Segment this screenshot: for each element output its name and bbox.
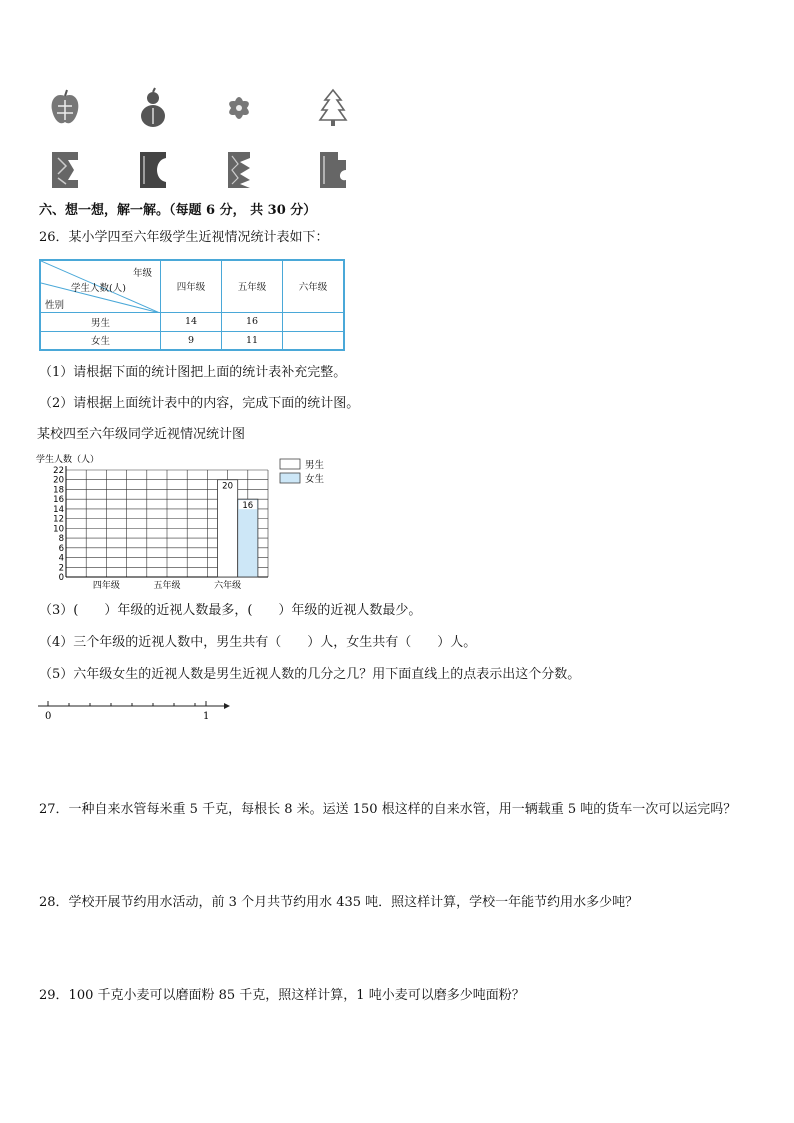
- q29: 29．100 千克小麦可以磨面粉 85 千克，照这样计算，1 吨小麦可以磨多少吨面粉？: [39, 988, 525, 1003]
- legend-label: 女生: [305, 474, 325, 485]
- table-row: [40, 331, 344, 350]
- q26-sub5: （5）六年级女生的近视人数是男生近视人数的几分之几？用下面直线上的点表示出这个分数。: [39, 667, 581, 682]
- bar-boys: [218, 480, 238, 577]
- table-cell: 16: [222, 312, 283, 331]
- chart-title: 某校四至六年级同学近视情况统计图: [37, 427, 246, 442]
- row-label: 男生: [40, 312, 161, 331]
- bar-chart: [30, 452, 350, 594]
- table-corner-cell: [40, 260, 161, 312]
- y-tick-label: 16: [53, 495, 64, 506]
- y-tick-label: 10: [53, 524, 64, 535]
- q26-sub4: （4）三个年级的近视人数中，男生共有（ ）人，女生共有（ ）人。: [39, 635, 477, 650]
- section-title: 六、想一想，解一解。（每题 6 分， 共 30 分）: [39, 203, 317, 218]
- y-tick-label: 14: [53, 504, 64, 515]
- data-label: 16: [242, 501, 254, 512]
- data-label: 20: [222, 481, 234, 492]
- table-cell[interactable]: [283, 331, 345, 350]
- cut-paper-2-icon: [136, 148, 170, 192]
- column-header: 五年级: [222, 260, 283, 312]
- y-tick-label: 12: [53, 514, 64, 525]
- table-cell: 11: [222, 331, 283, 350]
- q28: 28．学校开展节约用水活动，前 3 个月共节约用水 435 吨．照这样计算，学校一年能节约用水多少吨？: [39, 895, 639, 910]
- y-tick-label: 2: [58, 563, 64, 574]
- y-tick-label: 22: [53, 466, 64, 476]
- y-tick-label: 0: [58, 573, 64, 583]
- legend-swatch: [280, 459, 300, 469]
- table-cell: 14: [161, 312, 222, 331]
- flower-icon: [222, 86, 256, 130]
- pine-tree-icon: [316, 86, 350, 130]
- y-tick-label: 20: [53, 475, 64, 486]
- legend-swatch: [280, 473, 300, 483]
- corner-count-label: 学生人数(人): [71, 283, 126, 294]
- q26-sub3: （3）( ）年级的近视人数最多，( ）年级的近视人数最少。: [39, 603, 422, 618]
- numberline-start-label: 0: [45, 711, 52, 722]
- corner-gender-label: 性别: [45, 300, 65, 311]
- table-row: [40, 312, 344, 331]
- column-header: 六年级: [283, 260, 345, 312]
- y-tick-label: 8: [58, 534, 64, 545]
- stats-table: [39, 259, 345, 351]
- column-header: 四年级: [161, 260, 222, 312]
- q26-sub1: （1）请根据下面的统计图把上面的统计表补充完整。: [39, 365, 347, 380]
- number-line[interactable]: [36, 698, 232, 722]
- q26-stem: 26．某小学四至六年级学生近视情况统计表如下：: [39, 230, 329, 245]
- y-tick-label: 18: [53, 485, 64, 496]
- cut-paper-3-icon: [222, 148, 256, 192]
- y-tick-label: 6: [58, 543, 64, 554]
- q27: 27．一种自来水管每米重 5 千克，每根长 8 米。运送 150 根这样的自来水管，用一辆载重 5 吨的货车一次可以运完吗？: [39, 802, 737, 817]
- apple-icon: [48, 86, 82, 130]
- legend-label: 男生: [305, 460, 325, 471]
- cut-paper-4-icon: [316, 148, 350, 192]
- q26-sub2: （2）请根据上面统计表中的内容，完成下面的统计图。: [39, 396, 360, 411]
- x-tick-label: 五年级: [153, 581, 181, 591]
- table-cell[interactable]: [283, 312, 345, 331]
- y-axis-label: 学生人数（人）: [36, 455, 100, 465]
- table-cell: 9: [161, 331, 222, 350]
- cut-paper-1-icon: [48, 148, 82, 192]
- y-tick-label: 4: [58, 553, 64, 564]
- x-tick-label: 六年级: [214, 581, 242, 591]
- gourd-icon: [136, 86, 170, 130]
- x-tick-label: 四年级: [92, 581, 120, 591]
- corner-grade-label: 年级: [132, 268, 152, 279]
- row-label: 女生: [40, 331, 161, 350]
- numberline-end-label: 1: [203, 711, 210, 722]
